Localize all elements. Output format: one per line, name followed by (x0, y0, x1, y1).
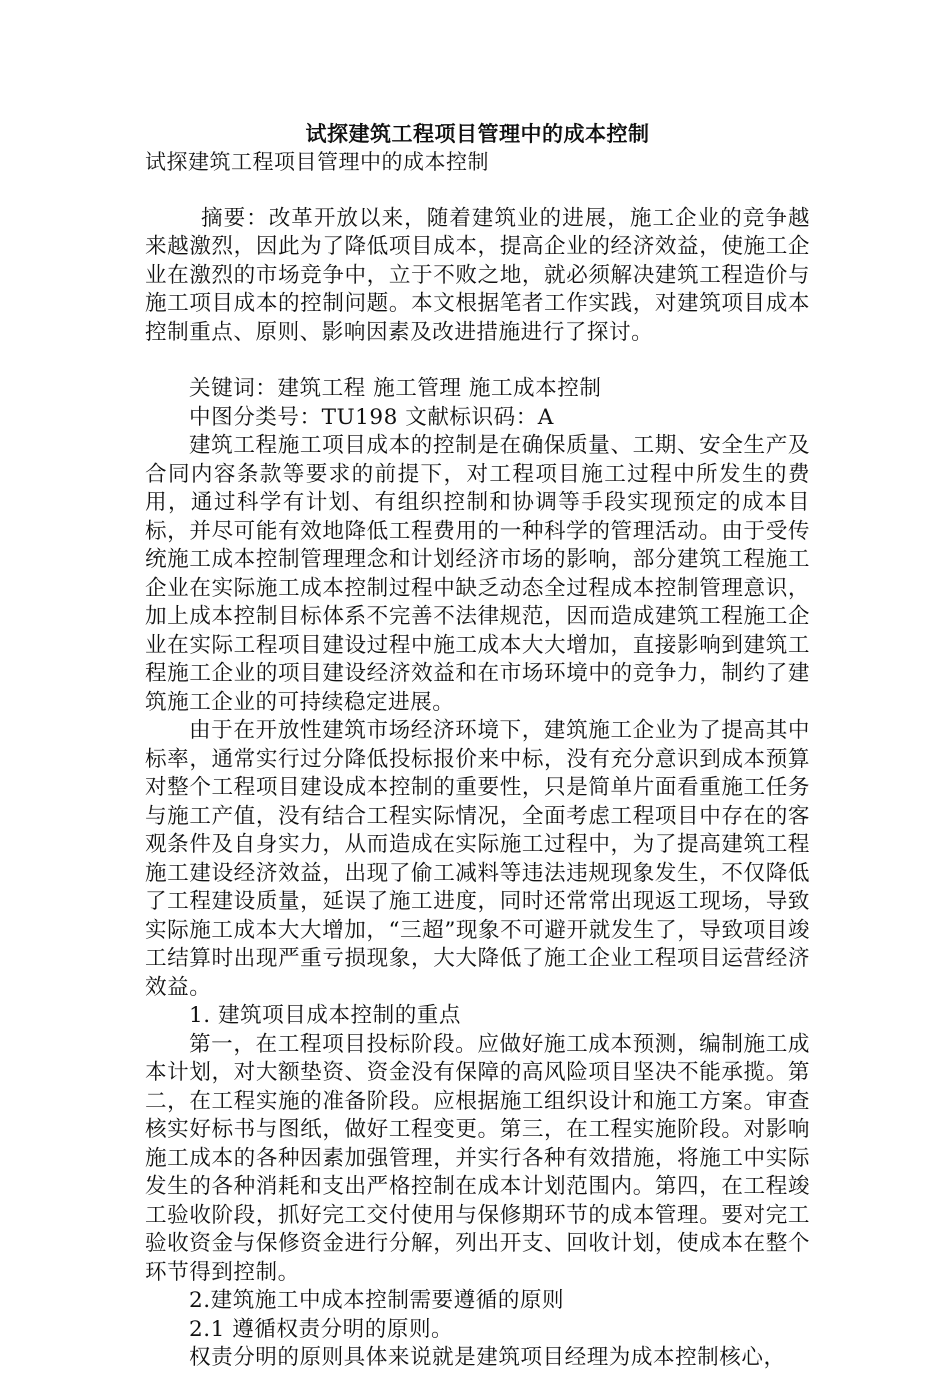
section-heading-2-1: 2.1 遵循权责分明的原则。 (189, 1316, 454, 1342)
abstract-paragraph: 摘要：改革开放以来，随着建筑业的进展，施工企业的竞争越来越激烈，因此为了降低项目成本，提高企业的经济效益，使施工企业在激烈的市场竞争中，立于不败之地，就必须解决建筑工程造价与施工项目成本的控制问题。本文根据笔者工作实践，对建筑项目成本控制重点、原则、影响因素及改进措施进行了探讨。 (145, 205, 810, 345)
body-paragraph-3: 第一，在工程项目投标阶段。应做好施工成本预测，编制施工成本计划，对大额垫资、资金没有保障的高风险项目坚决不能承揽。第二，在工程实施的准备阶段。应根据施工组织设计和施工方案。审查核实好标书与图纸，做好工程变更。第三，在工程实施阶段。对影响施工成本的各种因素加强管理，并实行各种有效措施，将施工中实际发生的各种消耗和支出严格控制在成本计划范围内。第四，在工程竣工验收阶段，抓好完工交付使用与保修期环节的成本管理。要对完工验收资金与保修资金进行分解，列出开支、回收计划，使成本在整个环节得到控制。 (145, 1031, 810, 1285)
keywords-line: 关键词：建筑工程 施工管理 施工成本控制 (189, 376, 602, 401)
body-paragraph-4: 权责分明的原则具体来说就是建筑项目经理为成本控制核心， (189, 1345, 786, 1370)
body-paragraph-2: 由于在开放性建筑市场经济环境下，建筑施工企业为了提高其中标率，通常实行过分降低投标报价来中标，没有充分意识到成本预算对整个工程项目建设成本控制的重要性，只是简单片面看重施工任务与施工产值，没有结合工程实际情况，全面考虑工程项目中存在的客观条件及自身实力，从而造成在实际施工过程中，为了提高建筑工程施工建设经济效益，出现了偷工减料等违法违规现象发生，不仅降低了工程建设质量，延误了施工进度，同时还常常出现返工现场，导致实际施工成本大大增加，“三超”现象不可避开就发生了，导致项目竣工结算时出现严重亏损现象，大大降低了施工企业工程项目运营经济效益。 (145, 718, 810, 1000)
section-heading-1: 1. 建筑项目成本控制的重点 (189, 1003, 461, 1028)
document-page (145, 120, 810, 1373)
body-paragraph-1: 建筑工程施工项目成本的控制是在确保质量、工期、安全生产及合同内容条款等要求的前提下，对工程项目施工过程中所发生的费用，通过科学有计划、有组织控制和协调等手段实现预定的成本目标，并尽可能有效地降低工程费用的一种科学的管理活动。由于受传统施工成本控制管理理念和计划经济市场的影响，部分建筑工程施工企业在实际施工成本控制过程中缺乏动态全过程成本控制管理意识，加上成本控制目标体系不完善不法律规范，因而造成建筑工程施工企业在实际工程项目建设过程中施工成本大大增加，直接影响到建筑工程施工企业的项目建设经济效益和在市场环境中的竞争力，制约了建筑施工企业的可持续稳定进展。 (145, 433, 810, 715)
document-subtitle: 试探建筑工程项目管理中的成本控制 (145, 150, 489, 174)
classification-line: 中图分类号：TU198 文献标识码：A (189, 404, 554, 430)
section-heading-2: 2.建筑施工中成本控制需要遵循的原则 (189, 1288, 565, 1313)
document-title: 试探建筑工程项目管理中的成本控制 (305, 121, 650, 146)
